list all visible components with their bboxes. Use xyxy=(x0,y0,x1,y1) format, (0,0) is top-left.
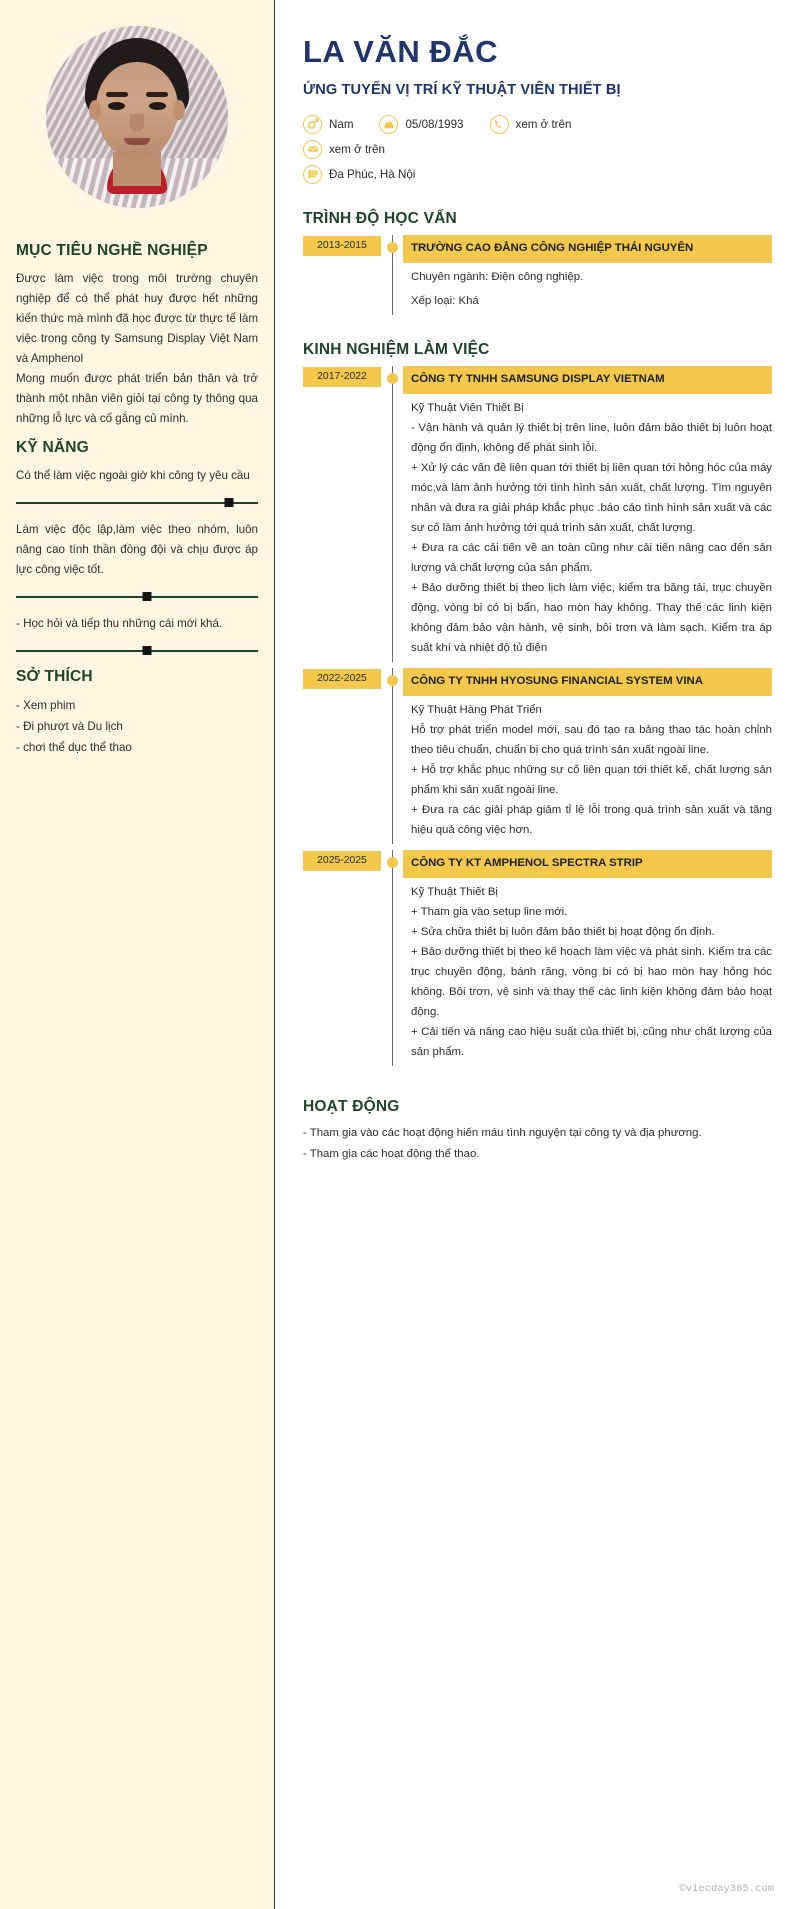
hobbies-heading: SỞ THÍCH xyxy=(16,668,93,685)
entry-role: Kỹ Thuật Thiết Bị xyxy=(411,885,498,898)
contact-block xyxy=(303,115,772,184)
contact-value: 05/08/1993 xyxy=(405,117,464,131)
entry-date-badge: 2022-2025 xyxy=(303,669,381,689)
entry-detail: + Sửa chữa thiết bị luôn đảm bảo thiết bị hoạt động ổn định. xyxy=(411,925,715,938)
timeline-dot-icon xyxy=(387,242,398,253)
slider-track xyxy=(16,596,258,598)
skill-label: - Học hỏi và tiếp thu những cái mới khá. xyxy=(16,617,223,630)
entry-title: TRƯỜNG CAO ĐẲNG CÔNG NGHIỆP THÁI NGUYÊN xyxy=(403,235,772,263)
experience-entry xyxy=(303,668,772,850)
entry-detail: + Cải tiến và nâng cao hiệu suất của thiết bị, cũng như chất lượng của sản phẩm. xyxy=(411,1025,772,1058)
contact-address xyxy=(303,165,415,184)
watermark: ©viecday365.com xyxy=(679,1883,774,1895)
slider-knob[interactable] xyxy=(142,592,151,601)
contact-row xyxy=(303,115,772,134)
slider-knob[interactable] xyxy=(142,646,151,655)
avatar-wrap xyxy=(0,0,274,208)
activity-item: - Tham gia các hoạt động thể thao. xyxy=(303,1147,480,1160)
main-column xyxy=(275,0,800,1909)
entry-detail: + Xử lý các vấn đề liên quan tới thiết bị liên quan tới hỏng hóc của máy móc,và làm ảnh hưởng tới tình hình sản xuất, chất lượng. Tìm nguyên nhân và đưa ra giải pháp khắc phục .báo cáo tình hình sản xuất và các sự cố làm ảnh hưởng tới quá trình sản xuất, chất lượng. xyxy=(411,461,772,534)
phone-icon xyxy=(490,115,509,134)
entry-detail: + Bảo dưỡng thiết bị theo kế hoạch làm việc và phát sinh. Kiểm tra các trục chuyền động, bánh răng, vòng bi có bị hao mòn hay hỏng hóc không. Bôi trơn, vệ sinh và thay thế các linh kiện không đảm bảo hoạt động. xyxy=(411,945,772,1018)
entry-detail: + Bảo dưỡng thiết bị theo lịch làm việc, kiểm tra băng tải, trục chuyền động, vòng bi có bị bẩn, hao mòn hay không. Thay thế các linh kiện không đảm bảo vận hành, vệ sinh, bôi trơn và làm sạch. Kiểm tra áp suất khí và nhiệt độ tủ điện xyxy=(411,581,772,654)
contact-birthday xyxy=(379,115,463,134)
timeline-dot-icon xyxy=(387,373,398,384)
entry-content xyxy=(403,366,772,662)
education-timeline xyxy=(303,235,772,315)
contact-value: xem ở trên xyxy=(515,117,572,131)
entry-title: CÔNG TY TNHH HYOSUNG FINANCIAL SYSTEM VINA xyxy=(403,668,772,696)
contact-value: xem ở trên xyxy=(329,142,385,156)
objective-heading: MỤC TIÊU NGHỀ NGHIỆP xyxy=(16,242,208,259)
timeline-spine xyxy=(381,366,403,662)
contact-value: Nam xyxy=(329,117,354,131)
skill-item xyxy=(16,466,258,510)
entry-detail: + Đưa ra các cải tiến về an toàn cũng như cải tiến nâng cao đến sản lượng và chất lượng của sản phẩm. xyxy=(411,541,772,574)
gender-icon xyxy=(303,115,322,134)
skill-item xyxy=(16,520,258,604)
map-location-icon xyxy=(303,165,322,184)
skill-level-slider[interactable] xyxy=(16,644,258,658)
entry-detail: Hỗ trợ phát triển model mới, sau đó tạo ra bảng thao tác hoàn chỉnh theo tiêu chuẩn, chuẩn bị cho quá trình sản xuất ngoài line. xyxy=(411,723,772,756)
entry-date-badge: 2017-2022 xyxy=(303,367,381,387)
contact-gender xyxy=(303,115,353,134)
entry-date-badge: 2025-2025 xyxy=(303,851,381,871)
hobby-item: - chơi thể dục thể thao xyxy=(16,741,132,754)
activities-heading: HOẠT ĐỘNG xyxy=(303,1097,400,1115)
experience-entry xyxy=(303,850,772,1072)
entry-title: CÔNG TY KT AMPHENOL SPECTRA STRIP xyxy=(403,850,772,878)
entry-content xyxy=(403,850,772,1066)
hobby-item: - Xem phim xyxy=(16,699,76,712)
timeline-spine xyxy=(381,235,403,315)
sidebar xyxy=(0,0,275,1909)
objective-paragraph-1: Được làm việc trong môi trường chuyên nghiệp để có thể phát huy được hết những kiến thức mà mình đã học được từ thực tế làm việc trong công ty Samsung Display Việt Nam và Amphenol xyxy=(16,272,258,365)
slider-knob[interactable] xyxy=(224,498,233,507)
contact-value: Đa Phúc, Hà Nội xyxy=(329,167,416,181)
entry-detail: Chuyên ngành: Điện công nghiệp. xyxy=(411,270,584,283)
contact-phone xyxy=(490,115,572,134)
contact-email xyxy=(303,140,385,159)
experience-heading: KINH NGHIỆM LÀM VIỆC xyxy=(303,340,490,358)
entry-detail: Xếp loại: Khá xyxy=(411,294,479,307)
skill-level-slider[interactable] xyxy=(16,590,258,604)
timeline-dot-icon xyxy=(387,675,398,686)
objective-paragraph-2: Mong muốn được phát triển bản thân và trở thành một nhân viên giỏi tại công ty thông qua những lỗ lực và cố gắng củ mình. xyxy=(16,372,258,425)
experience-entry xyxy=(303,366,772,668)
entry-detail: - Vận hành và quản lý thiết bị trên line, luôn đảm bảo thiết bị luôn hoạt động ổn định, không để phát sinh lỗi. xyxy=(411,421,772,454)
avatar xyxy=(46,26,228,208)
entry-detail: + Tham gia vào setup line mới. xyxy=(411,905,568,918)
entry-content xyxy=(403,668,772,844)
birthday-cake-icon xyxy=(379,115,398,134)
timeline-spine xyxy=(381,668,403,844)
entry-title: CÔNG TY TNHH SAMSUNG DISPLAY VIETNAM xyxy=(403,366,772,394)
contact-row xyxy=(303,140,772,159)
education-entry xyxy=(303,235,772,315)
slider-track xyxy=(16,502,258,504)
entry-content xyxy=(403,235,772,315)
timeline-spine xyxy=(381,850,403,1066)
skill-label: Có thể làm việc ngoài giờ khi công ty yêu cầu xyxy=(16,469,250,482)
activity-item: - Tham gia vào các hoạt động hiến máu tình nguyện tại công ty và địa phương. xyxy=(303,1126,702,1139)
timeline-dot-icon xyxy=(387,857,398,868)
hobby-item: - Đi phượt và Du lịch xyxy=(16,720,123,733)
skill-level-slider[interactable] xyxy=(16,496,258,510)
skills-heading: KỸ NĂNG xyxy=(16,439,89,456)
entry-date-badge: 2013-2015 xyxy=(303,236,381,256)
page-title: LA VĂN ĐẮC xyxy=(303,34,499,69)
entry-detail: + Hỗ trợ khắc phục những sự cố liên quan tới thiết kế, chất lượng sản phẩm khi sản xuất ngoài line. xyxy=(411,763,772,796)
contact-row xyxy=(303,165,772,184)
entry-role: Kỹ Thuật Viên Thiết Bị xyxy=(411,401,524,414)
applied-position: ỨNG TUYỂN VỊ TRÍ KỸ THUẬT VIÊN THIẾT BỊ xyxy=(303,81,621,98)
envelope-icon xyxy=(303,140,322,159)
entry-detail: + Đưa ra các giải pháp giảm tỉ lệ lỗi trong quá trình sản xuất và tăng hiệu quả công việc hơn. xyxy=(411,803,772,836)
slider-track xyxy=(16,650,258,652)
education-heading: TRÌNH ĐỘ HỌC VẤN xyxy=(303,209,457,227)
skill-item xyxy=(16,614,258,658)
skill-label: Làm việc độc lập,làm việc theo nhóm, luôn nâng cao tính thần đồng đội và chịu được áp lực công việc tốt. xyxy=(16,523,258,576)
activities-section xyxy=(303,1098,772,1165)
entry-role: Kỹ Thuật Hàng Phát Triển xyxy=(411,703,542,716)
experience-timeline xyxy=(303,366,772,1072)
